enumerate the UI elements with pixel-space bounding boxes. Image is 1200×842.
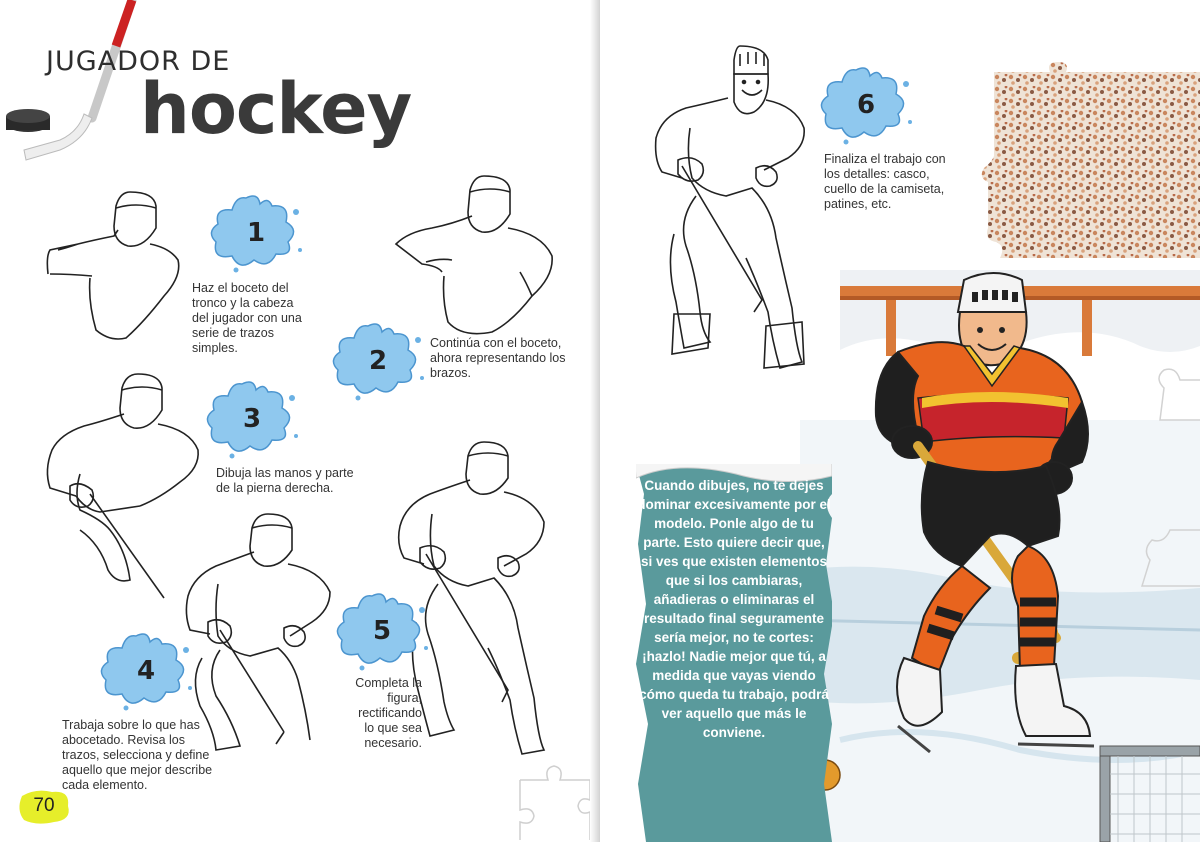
step-3-badge bbox=[202, 376, 302, 462]
step-5-number: 5 bbox=[372, 616, 392, 646]
hockey-goal bbox=[1098, 744, 1200, 842]
page-title-line2: hockey bbox=[140, 68, 412, 150]
puzzle-piece-decoration-right bbox=[1120, 360, 1200, 620]
sketch-step-2 bbox=[392, 172, 562, 342]
step-1-caption: Haz el boceto del tronco y la cabeza del jugador con una serie de trazos simples. bbox=[192, 281, 302, 355]
sketch-step-1 bbox=[44, 186, 204, 346]
sketch-step-6 bbox=[654, 42, 824, 382]
step-4-caption: Trabaja sobre lo que has abocetado. Revisa los trazos, selecciona y define aquello que mejor describe cada elemento. bbox=[62, 718, 213, 792]
step-3-number: 3 bbox=[242, 404, 262, 434]
step-1-number: 1 bbox=[246, 218, 266, 248]
puzzle-piece-decoration bbox=[500, 740, 598, 842]
step-2-number: 2 bbox=[368, 346, 388, 376]
page-number-badge bbox=[16, 786, 72, 826]
colored-hockey-player-illustration bbox=[868, 266, 1108, 786]
step-5-caption: Completa la figura, rectificando lo que sea necesario. bbox=[355, 676, 422, 750]
step-1-badge bbox=[206, 190, 306, 276]
right-page bbox=[600, 0, 1200, 842]
crowd-background bbox=[980, 62, 1200, 258]
step-2-caption: Continúa con el boceto, ahora representando los brazos. bbox=[430, 336, 566, 380]
step-4-number: 4 bbox=[136, 656, 156, 686]
left-page bbox=[0, 0, 598, 842]
step-2-badge bbox=[328, 318, 428, 404]
step-5-badge bbox=[332, 588, 432, 674]
page-title-line1: JUGADOR DE bbox=[46, 46, 231, 77]
hockey-stick-and-puck-illustration bbox=[0, 0, 140, 170]
page-number: 70 bbox=[33, 795, 55, 816]
step-6-number: 6 bbox=[856, 90, 876, 120]
step-4-badge bbox=[96, 628, 196, 714]
step-6-badge bbox=[816, 62, 916, 148]
step-3-caption: Dibuja las manos y parte de la pierna derecha. bbox=[216, 466, 354, 495]
step-6-caption: Finaliza el trabajo con los detalles: casco, cuello de la camiseta, patines, etc. bbox=[824, 152, 946, 211]
drawing-tip-text: Cuando dibujes, no te dejes dominar excesivamente por el modelo. Ponle algo de tu parte. Esto quiere decir que, si ves que existen elementos que si los cambiaras, añadieras o eliminaras el resultado final seguramente sería mejor, no te cortes: ¡hazlo! Nadie mejor que tú, a medida que vayas viendo cómo queda tu trabajo, podrá ver aquello que más le conviene. bbox=[637, 478, 831, 740]
